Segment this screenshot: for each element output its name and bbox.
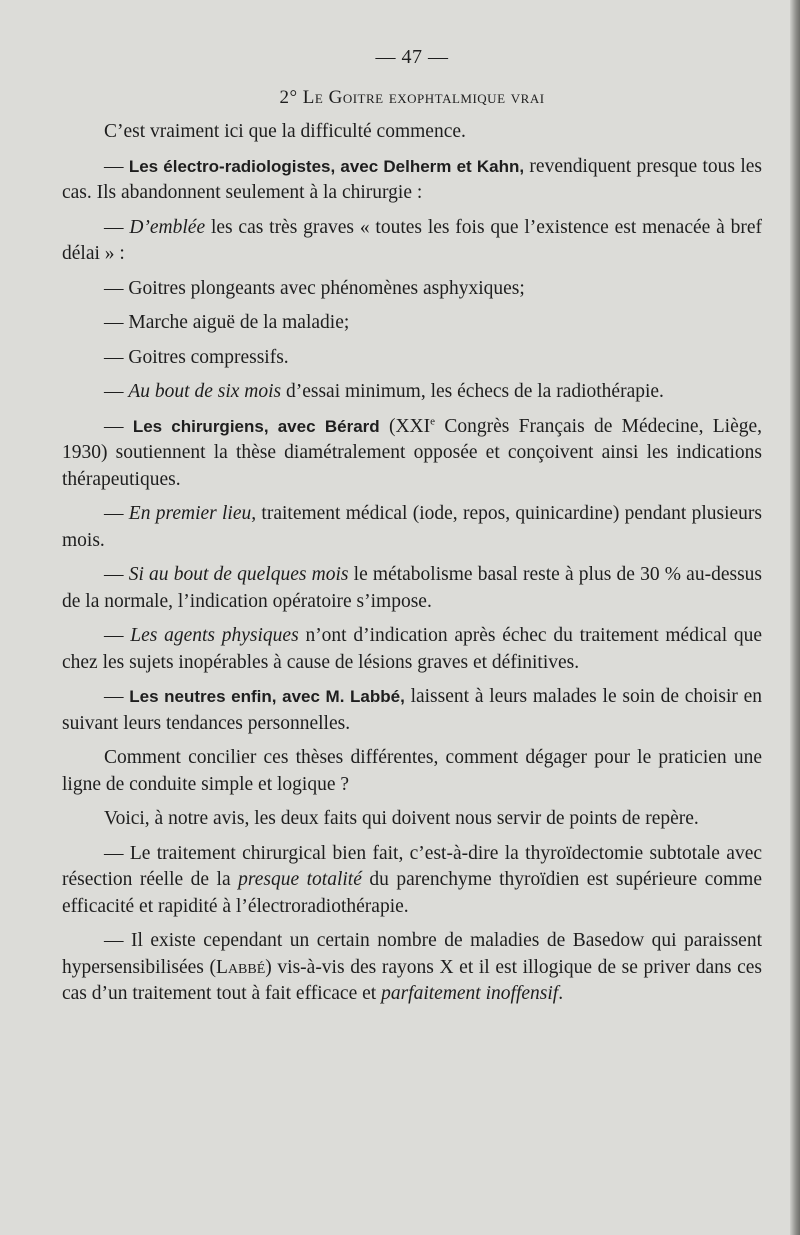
- paragraph-5: — Marche aiguë de la maladie;: [104, 312, 350, 333]
- paragraph-6: — Goitres compressifs.: [104, 346, 289, 368]
- paragraph-7: — Au bout de six mois d’essai minimum, les échecs de la radiothérapie.: [104, 381, 664, 402]
- paragraph-4: — Goitres plongeants avec phénomènes asphyxiques;: [104, 277, 525, 299]
- paragraph-2: — Les électro-radiologistes, avec Delherm et Kahn, revendiquent presque tous les cas. Ils abandonnent seulement à la chirurgie :: [62, 155, 763, 203]
- paragraph-3: — D’emblée les cas très graves « toutes les fois que l’existence est menacée à bref délai » :: [62, 216, 762, 264]
- page-number: — 47 —: [375, 46, 449, 68]
- paragraph-8: — Les chirurgiens, avec Bérard (XXIe Congrès Français de Médecine, Liège, 1930) soutiennent la thèse diamétralement opposée et conçoivent ainsi les indications thérapeutiques.: [62, 415, 763, 490]
- page-content: [62, 44, 762, 1016]
- paragraph-1: C’est vraiment ici que la difficulté commence.: [104, 121, 466, 142]
- paragraph-14: Voici, à notre avis, les deux faits qui doivent nous servir de points de repère.: [104, 808, 699, 829]
- page-edge: [790, 0, 800, 1235]
- paragraph-11: — Les agents physiques n’ont d’indication après échec du traitement médical que chez les sujets inopérables à cause de lésions graves et définitives.: [62, 625, 763, 673]
- paragraph-10: — Si au bout de quelques mois le métabolisme basal reste à plus de 30 % au-dessus de la normale, l’indication opératoire s’impose.: [62, 564, 762, 612]
- paragraph-15: — Le traitement chirurgical bien fait, c’est-à-dire la thyroïdectomie subtotale avec résection réelle de la presque totalité du parenchyme thyroïdien est supérieure comme efficacité et rapidité à l’électroradiothérapie.: [62, 842, 762, 917]
- paragraph-9: — En premier lieu, traitement médical (iode, repos, quinicardine) pendant plusieurs mois.: [62, 503, 763, 551]
- section-title: 2° Le Goitre exophtalmique vrai: [279, 86, 545, 108]
- paragraph-16: — Il existe cependant un certain nombre de maladies de Basedow qui paraissent hypersensibilisées (Labbé) vis-à-vis des rayons X et il est illogique de se priver dans ces cas d’un traitement tout à fait efficace et parfaitement inoffensif.: [62, 930, 762, 1004]
- paragraph-12: — Les neutres enfin, avec M. Labbé, laissent à leurs malades le soin de choisir en suivant leurs tendances personnelles.: [62, 686, 763, 734]
- paragraph-13: Comment concilier ces thèses différentes, comment dégager pour le praticien une ligne de conduite simple et logique ?: [62, 747, 762, 795]
